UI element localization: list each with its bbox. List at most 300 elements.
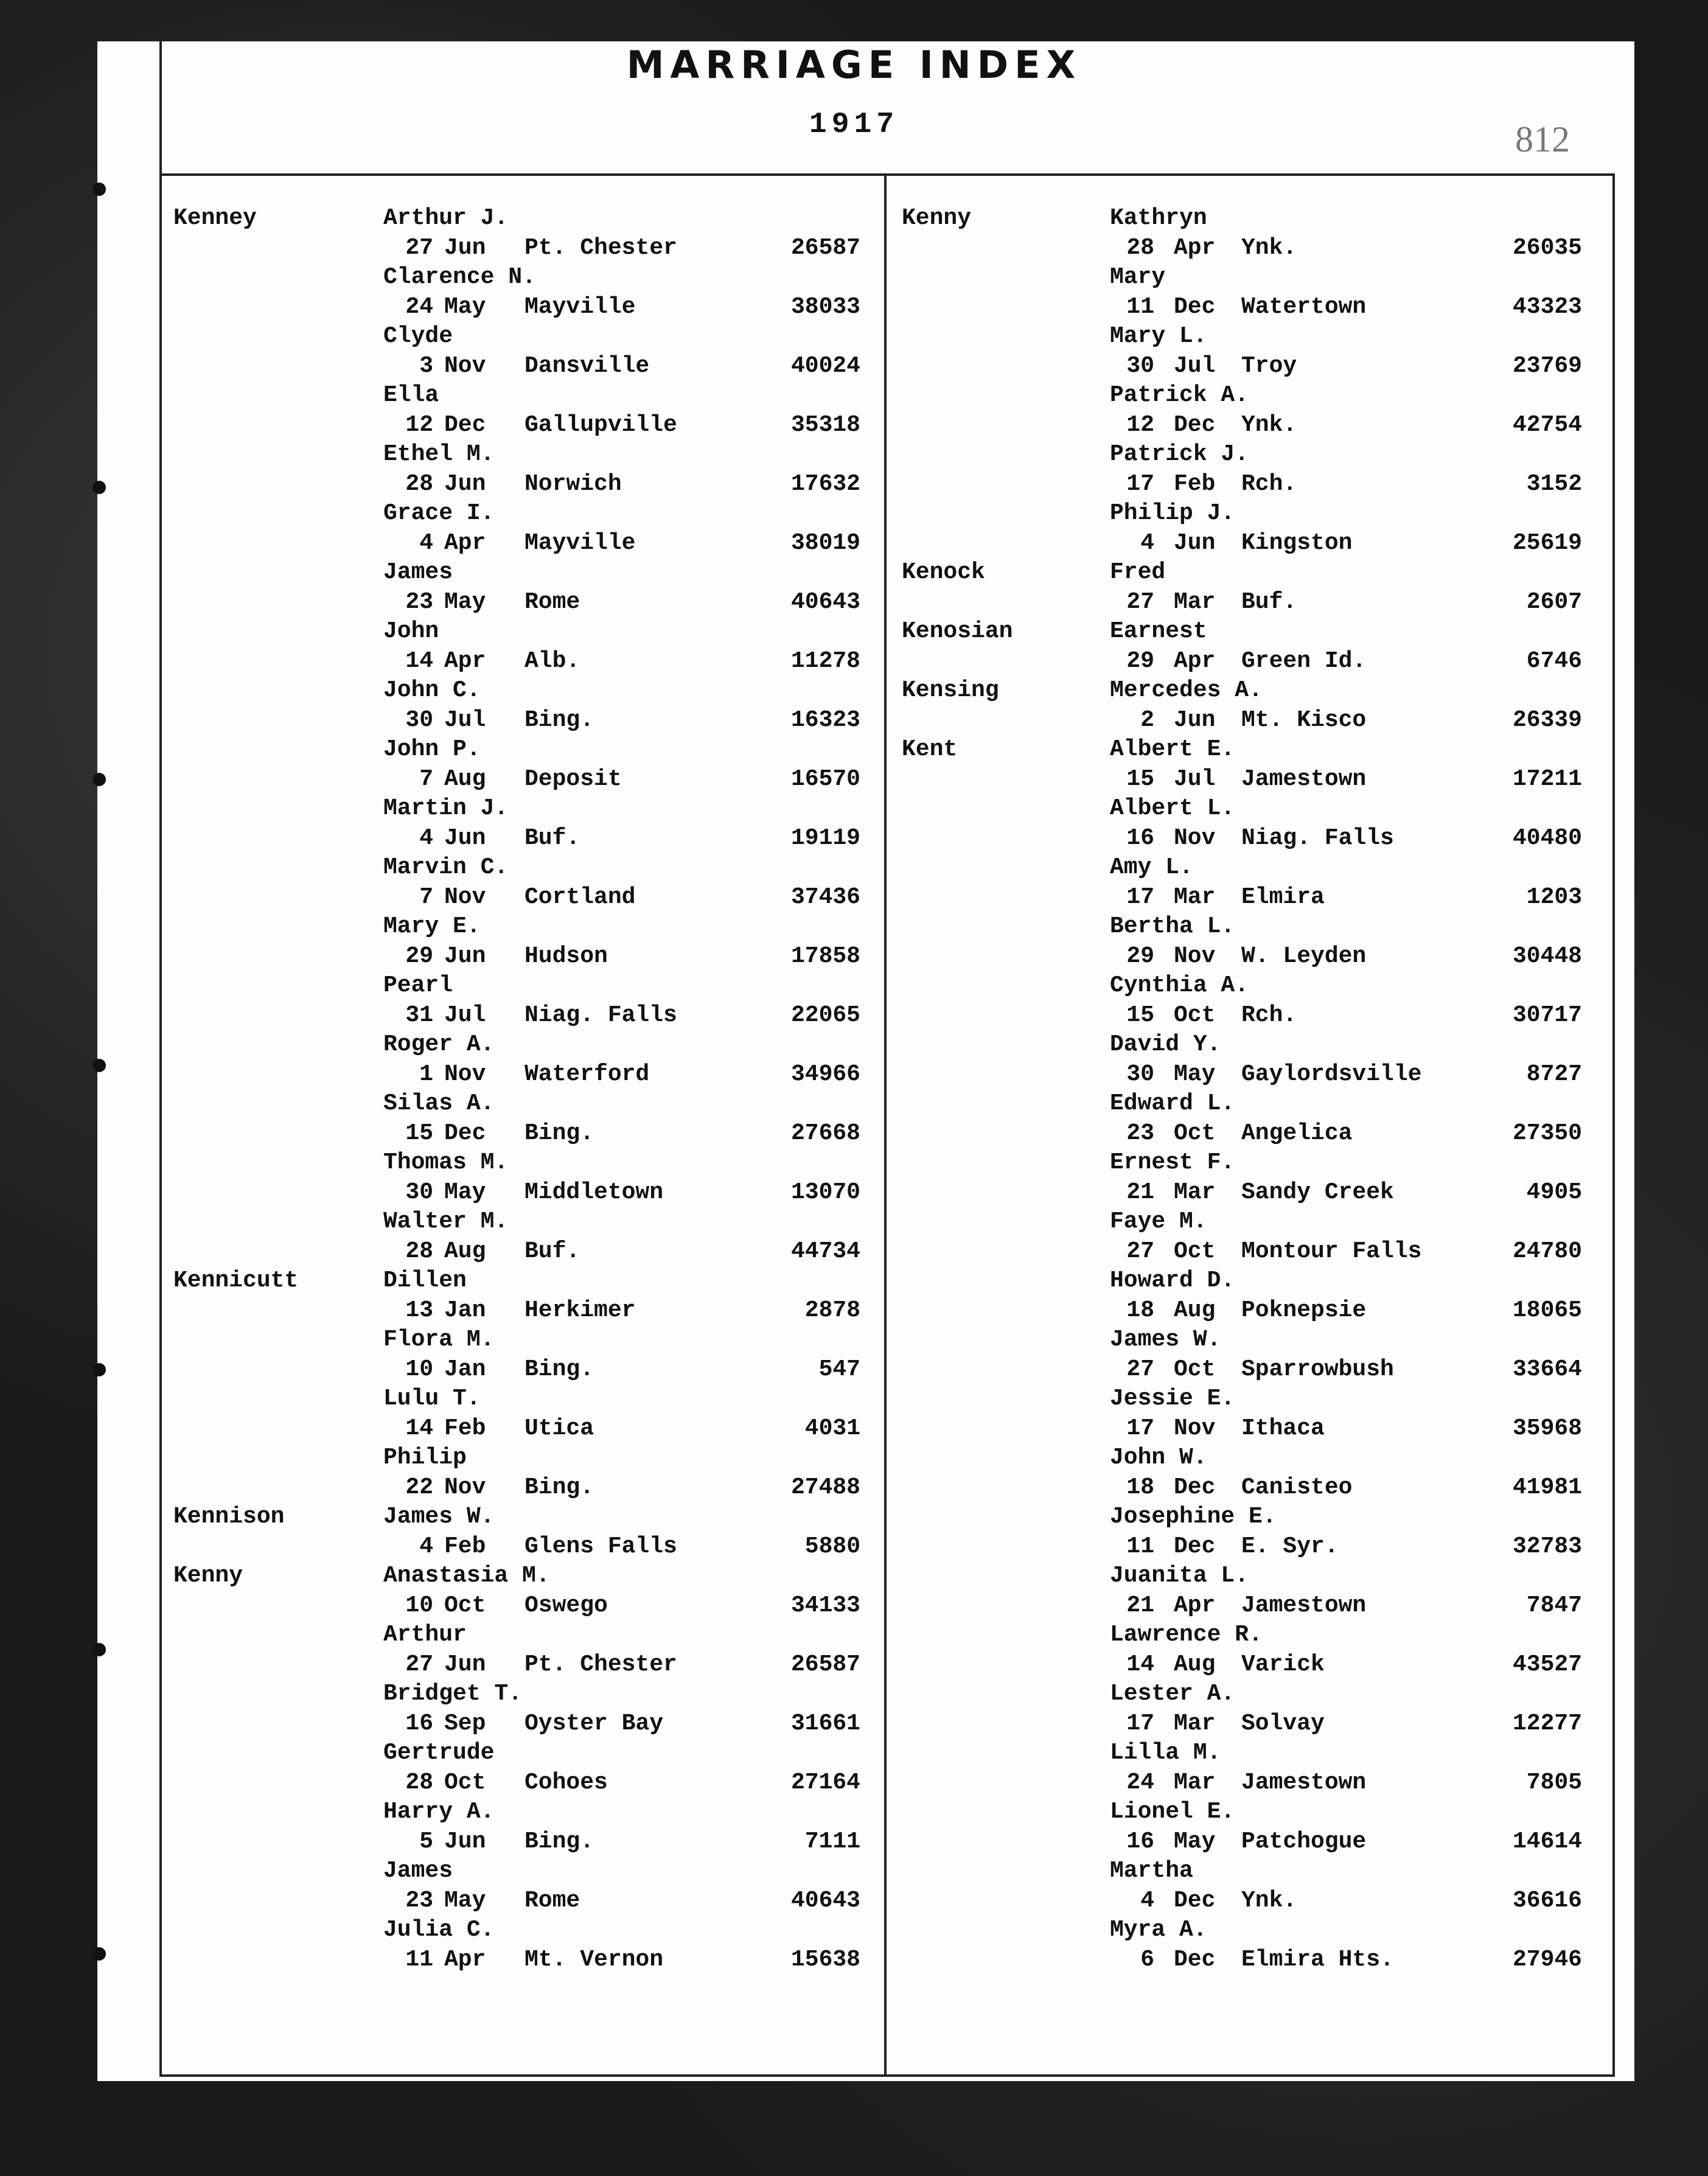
marriage-day: 7 bbox=[419, 765, 433, 792]
marriage-day: 14 bbox=[1126, 1651, 1154, 1678]
marriage-day: 4 bbox=[419, 529, 433, 556]
given-name: Roger A. bbox=[383, 1031, 495, 1058]
marriage-place: Ynk. bbox=[1241, 411, 1297, 438]
certificate-number: 42754 bbox=[1512, 411, 1582, 438]
given-name: Flora M. bbox=[383, 1327, 495, 1353]
marriage-month: Jun bbox=[444, 1828, 486, 1855]
marriage-month: Oct bbox=[444, 1769, 486, 1796]
marriage-place: Jamestown bbox=[1241, 765, 1367, 792]
given-name: Grace I. bbox=[383, 500, 495, 526]
surname: Kenney bbox=[173, 205, 257, 231]
certificate-number: 32783 bbox=[1512, 1533, 1582, 1560]
marriage-month: Dec bbox=[1174, 411, 1216, 438]
given-name: Cynthia A. bbox=[1110, 972, 1249, 999]
marriage-month: Oct bbox=[1174, 1120, 1216, 1146]
given-name: Lawrence R. bbox=[1110, 1622, 1263, 1648]
marriage-place: Gaylordsville bbox=[1241, 1061, 1422, 1087]
certificate-number: 8727 bbox=[1526, 1061, 1582, 1087]
marriage-month: Jan bbox=[444, 1297, 486, 1323]
certificate-number: 24780 bbox=[1512, 1238, 1582, 1264]
given-name: Gertrude bbox=[383, 1740, 495, 1766]
marriage-place: Buf. bbox=[525, 825, 580, 851]
certificate-number: 33664 bbox=[1512, 1356, 1582, 1383]
certificate-number: 16570 bbox=[790, 765, 860, 792]
given-name: Silas A. bbox=[383, 1090, 495, 1117]
binder-hole bbox=[92, 1947, 106, 1961]
given-name: Marvin C. bbox=[383, 854, 509, 881]
given-name: Edward L. bbox=[1110, 1090, 1235, 1117]
marriage-place: W. Leyden bbox=[1241, 943, 1367, 969]
marriage-day: 3 bbox=[419, 352, 433, 379]
marriage-month: Jun bbox=[1174, 529, 1216, 556]
certificate-number: 7111 bbox=[804, 1828, 860, 1855]
certificate-number: 34966 bbox=[790, 1061, 860, 1087]
marriage-place: Pt. Chester bbox=[525, 234, 677, 261]
binder-hole bbox=[92, 1363, 106, 1376]
given-name: Ethel M. bbox=[383, 441, 495, 467]
surname: Kent bbox=[902, 736, 958, 762]
given-name: Julia C. bbox=[383, 1917, 495, 1943]
marriage-place: Rch. bbox=[1241, 1002, 1297, 1028]
marriage-day: 28 bbox=[405, 470, 433, 497]
marriage-place: Varick bbox=[1241, 1651, 1325, 1678]
given-name: Fred bbox=[1110, 559, 1166, 585]
marriage-place: Elmira Hts. bbox=[1241, 1946, 1394, 1973]
certificate-number: 547 bbox=[818, 1356, 860, 1383]
marriage-month: Aug bbox=[1174, 1651, 1216, 1678]
given-name: James W. bbox=[1110, 1327, 1221, 1353]
marriage-month: Jun bbox=[444, 470, 486, 497]
certificate-number: 14614 bbox=[1512, 1828, 1582, 1855]
marriage-day: 21 bbox=[1126, 1592, 1154, 1619]
marriage-month: Oct bbox=[1174, 1356, 1216, 1383]
binder-hole bbox=[92, 773, 106, 786]
marriage-month: Jan bbox=[444, 1356, 486, 1383]
certificate-number: 4031 bbox=[804, 1415, 860, 1442]
marriage-place: Glens Falls bbox=[525, 1533, 677, 1560]
marriage-place: Mayville bbox=[525, 529, 636, 556]
surname: Kensing bbox=[902, 677, 999, 703]
given-name: Martha bbox=[1110, 1858, 1193, 1884]
left-border bbox=[159, 41, 162, 2077]
marriage-day: 4 bbox=[419, 825, 433, 851]
marriage-place: Middletown bbox=[525, 1179, 664, 1205]
marriage-place: Bing. bbox=[525, 1356, 594, 1383]
marriage-month: Sep bbox=[444, 1710, 486, 1737]
marriage-day: 13 bbox=[405, 1297, 433, 1323]
certificate-number: 27350 bbox=[1512, 1120, 1582, 1146]
marriage-month: Dec bbox=[1174, 1887, 1216, 1914]
given-name: Patrick A. bbox=[1110, 382, 1249, 408]
marriage-place: Mt. Kisco bbox=[1241, 706, 1367, 733]
certificate-number: 35968 bbox=[1512, 1415, 1582, 1442]
marriage-month: Mar bbox=[1174, 1179, 1216, 1205]
marriage-day: 12 bbox=[1126, 411, 1154, 438]
marriage-month: Apr bbox=[1174, 234, 1216, 261]
marriage-place: Gallupville bbox=[525, 411, 677, 438]
certificate-number: 43527 bbox=[1512, 1651, 1582, 1678]
marriage-month: Aug bbox=[1174, 1297, 1216, 1323]
certificate-number: 30448 bbox=[1512, 943, 1582, 969]
given-name: Bridget T. bbox=[383, 1681, 523, 1707]
given-name: Ella bbox=[383, 382, 439, 408]
marriage-day: 29 bbox=[405, 943, 433, 969]
marriage-day: 24 bbox=[405, 293, 433, 320]
marriage-day: 27 bbox=[405, 234, 433, 261]
certificate-number: 6746 bbox=[1526, 647, 1582, 674]
surname: Kenosian bbox=[902, 618, 1013, 644]
given-name: Pearl bbox=[383, 972, 453, 999]
certificate-number: 40643 bbox=[790, 588, 860, 615]
binder-hole bbox=[92, 1643, 106, 1656]
certificate-number: 38033 bbox=[790, 293, 860, 320]
marriage-day: 30 bbox=[405, 1179, 433, 1205]
marriage-month: May bbox=[1174, 1828, 1216, 1855]
marriage-day: 23 bbox=[405, 588, 433, 615]
given-name: Faye M. bbox=[1110, 1208, 1207, 1235]
certificate-number: 17858 bbox=[790, 943, 860, 969]
given-name: Mary bbox=[1110, 264, 1166, 290]
certificate-number: 41981 bbox=[1512, 1474, 1582, 1501]
marriage-place: Jamestown bbox=[1241, 1592, 1367, 1619]
given-name: Ernest F. bbox=[1110, 1149, 1235, 1176]
marriage-day: 24 bbox=[1126, 1769, 1154, 1796]
given-name: Patrick J. bbox=[1110, 441, 1249, 467]
certificate-number: 30717 bbox=[1512, 1002, 1582, 1028]
given-name: Lionel E. bbox=[1110, 1799, 1235, 1825]
marriage-place: Jamestown bbox=[1241, 1769, 1367, 1796]
marriage-month: Mar bbox=[1174, 1710, 1216, 1737]
certificate-number: 12277 bbox=[1512, 1710, 1582, 1737]
marriage-day: 5 bbox=[419, 1828, 433, 1855]
certificate-number: 44734 bbox=[790, 1238, 860, 1264]
marriage-place: Bing. bbox=[525, 1474, 594, 1501]
certificate-number: 13070 bbox=[790, 1179, 860, 1205]
marriage-month: Apr bbox=[444, 647, 486, 674]
marriage-month: Jul bbox=[1174, 352, 1216, 379]
certificate-number: 38019 bbox=[790, 529, 860, 556]
marriage-day: 28 bbox=[1126, 234, 1154, 261]
marriage-month: May bbox=[444, 1887, 486, 1914]
given-name: Harry A. bbox=[383, 1799, 495, 1825]
marriage-month: Nov bbox=[444, 1061, 486, 1087]
certificate-number: 7805 bbox=[1526, 1769, 1582, 1796]
certificate-number: 19119 bbox=[790, 825, 860, 851]
certificate-number: 40643 bbox=[790, 1887, 860, 1914]
binder-hole bbox=[92, 1059, 106, 1072]
certificate-number: 17632 bbox=[790, 470, 860, 497]
marriage-place: Rome bbox=[525, 588, 580, 615]
marriage-month: Apr bbox=[1174, 1592, 1216, 1619]
given-name: Bertha L. bbox=[1110, 913, 1235, 940]
marriage-place: Kingston bbox=[1241, 529, 1353, 556]
marriage-day: 31 bbox=[405, 1002, 433, 1028]
certificate-number: 26035 bbox=[1512, 234, 1582, 261]
given-name: Amy L. bbox=[1110, 854, 1193, 881]
certificate-number: 7847 bbox=[1526, 1592, 1582, 1619]
marriage-place: Rch. bbox=[1241, 470, 1297, 497]
certificate-number: 15638 bbox=[790, 1946, 860, 1973]
marriage-place: Solvay bbox=[1241, 1710, 1325, 1737]
marriage-place: Oswego bbox=[525, 1592, 608, 1619]
marriage-day: 18 bbox=[1126, 1297, 1154, 1323]
marriage-place: Canisteo bbox=[1241, 1474, 1353, 1501]
marriage-place: Oyster Bay bbox=[525, 1710, 664, 1737]
marriage-place: Troy bbox=[1241, 352, 1297, 379]
right-border bbox=[1612, 173, 1615, 2077]
marriage-day: 23 bbox=[405, 1887, 433, 1914]
page-title: MARRIAGE INDEX bbox=[626, 43, 1082, 87]
index-year: 1917 bbox=[809, 108, 899, 141]
marriage-place: Waterford bbox=[525, 1061, 650, 1087]
marriage-place: Dansville bbox=[525, 352, 650, 379]
marriage-day: 4 bbox=[419, 1533, 433, 1560]
marriage-place: Sparrowbush bbox=[1241, 1356, 1394, 1383]
given-name: Josephine E. bbox=[1110, 1504, 1277, 1530]
marriage-month: Apr bbox=[1174, 647, 1216, 674]
marriage-place: Poknepsie bbox=[1241, 1297, 1367, 1323]
marriage-month: Jul bbox=[444, 1002, 486, 1028]
marriage-month: May bbox=[444, 588, 486, 615]
marriage-month: May bbox=[1174, 1061, 1216, 1087]
marriage-place: Green Id. bbox=[1241, 647, 1367, 674]
given-name: Lulu T. bbox=[383, 1386, 481, 1412]
certificate-number: 27946 bbox=[1512, 1946, 1582, 1973]
marriage-place: Angelica bbox=[1241, 1120, 1353, 1146]
marriage-month: Jun bbox=[444, 1651, 486, 1678]
given-name: Walter M. bbox=[383, 1208, 509, 1235]
marriage-day: 11 bbox=[1126, 293, 1154, 320]
marriage-month: Oct bbox=[1174, 1002, 1216, 1028]
given-name: Jessie E. bbox=[1110, 1386, 1235, 1412]
certificate-number: 1203 bbox=[1526, 884, 1582, 910]
given-name: Thomas M. bbox=[383, 1149, 509, 1176]
surname: Kennison bbox=[173, 1504, 285, 1530]
marriage-place: Cohoes bbox=[525, 1769, 608, 1796]
marriage-month: Oct bbox=[1174, 1238, 1216, 1264]
certificate-number: 26339 bbox=[1512, 706, 1582, 733]
marriage-month: Jul bbox=[444, 706, 486, 733]
marriage-day: 21 bbox=[1126, 1179, 1154, 1205]
binder-hole bbox=[92, 481, 106, 494]
certificate-number: 11278 bbox=[790, 647, 860, 674]
marriage-day: 11 bbox=[405, 1946, 433, 1973]
marriage-day: 14 bbox=[405, 647, 433, 674]
certificate-number: 26587 bbox=[790, 234, 860, 261]
certificate-number: 40024 bbox=[790, 352, 860, 379]
certificate-number: 34133 bbox=[790, 1592, 860, 1619]
marriage-day: 14 bbox=[405, 1415, 433, 1442]
given-name: Mercedes A. bbox=[1110, 677, 1263, 703]
marriage-month: Dec bbox=[444, 1120, 486, 1146]
certificate-number: 5880 bbox=[804, 1533, 860, 1560]
marriage-place: Cortland bbox=[525, 884, 636, 910]
marriage-place: Ynk. bbox=[1241, 234, 1297, 261]
marriage-place: Niag. Falls bbox=[525, 1002, 677, 1028]
given-name: John bbox=[383, 618, 439, 644]
given-name: Philip bbox=[383, 1445, 467, 1471]
marriage-place: Mt. Vernon bbox=[525, 1946, 664, 1973]
marriage-place: Bing. bbox=[525, 1120, 594, 1146]
surname: Kenny bbox=[173, 1563, 243, 1589]
marriage-month: Nov bbox=[444, 884, 486, 910]
marriage-day: 17 bbox=[1126, 1710, 1154, 1737]
given-name: Mary E. bbox=[383, 913, 481, 940]
marriage-place: Bing. bbox=[525, 706, 594, 733]
marriage-day: 15 bbox=[1126, 1002, 1154, 1028]
marriage-month: Feb bbox=[444, 1533, 486, 1560]
given-name: Myra A. bbox=[1110, 1917, 1207, 1943]
marriage-place: Norwich bbox=[525, 470, 622, 497]
marriage-day: 12 bbox=[405, 411, 433, 438]
marriage-place: Rome bbox=[525, 1887, 580, 1914]
marriage-day: 11 bbox=[1126, 1533, 1154, 1560]
marriage-month: Aug bbox=[444, 1238, 486, 1264]
marriage-day: 15 bbox=[1126, 765, 1154, 792]
marriage-place: Elmira bbox=[1241, 884, 1325, 910]
marriage-day: 4 bbox=[1140, 1887, 1154, 1914]
given-name: Howard D. bbox=[1110, 1268, 1235, 1294]
certificate-number: 26587 bbox=[790, 1651, 860, 1678]
marriage-day: 17 bbox=[1126, 1415, 1154, 1442]
marriage-month: May bbox=[444, 1179, 486, 1205]
given-name: Dillen bbox=[383, 1268, 467, 1294]
given-name: Anastasia M. bbox=[383, 1563, 550, 1589]
marriage-month: Nov bbox=[444, 352, 486, 379]
marriage-month: Dec bbox=[1174, 1474, 1216, 1501]
marriage-day: 27 bbox=[405, 1651, 433, 1678]
marriage-month: Mar bbox=[1174, 884, 1216, 910]
marriage-month: Mar bbox=[1174, 588, 1216, 615]
marriage-day: 1 bbox=[419, 1061, 433, 1087]
marriage-day: 10 bbox=[405, 1592, 433, 1619]
marriage-place: Alb. bbox=[525, 647, 580, 674]
certificate-number: 2878 bbox=[804, 1297, 860, 1323]
marriage-month: Apr bbox=[444, 1946, 486, 1973]
marriage-day: 17 bbox=[1126, 884, 1154, 910]
marriage-place: Bing. bbox=[525, 1828, 594, 1855]
certificate-number: 27164 bbox=[790, 1769, 860, 1796]
given-name: John C. bbox=[383, 677, 481, 703]
marriage-day: 16 bbox=[405, 1710, 433, 1737]
certificate-number: 2607 bbox=[1526, 588, 1582, 615]
certificate-number: 3152 bbox=[1526, 470, 1582, 497]
header-rule bbox=[159, 173, 1615, 176]
given-name: Philip J. bbox=[1110, 500, 1235, 526]
marriage-month: Feb bbox=[444, 1415, 486, 1442]
marriage-month: Oct bbox=[444, 1592, 486, 1619]
certificate-number: 16323 bbox=[790, 706, 860, 733]
given-name: Earnest bbox=[1110, 618, 1207, 644]
marriage-month: Jun bbox=[1174, 706, 1216, 733]
marriage-day: 29 bbox=[1126, 943, 1154, 969]
marriage-day: 29 bbox=[1126, 647, 1154, 674]
marriage-month: Aug bbox=[444, 765, 486, 792]
given-name: James bbox=[383, 559, 453, 585]
marriage-place: Pt. Chester bbox=[525, 1651, 677, 1678]
marriage-day: 4 bbox=[1140, 529, 1154, 556]
marriage-place: Herkimer bbox=[525, 1297, 636, 1323]
given-name: James bbox=[383, 1858, 453, 1884]
marriage-day: 28 bbox=[405, 1769, 433, 1796]
certificate-number: 25619 bbox=[1512, 529, 1582, 556]
marriage-month: Nov bbox=[1174, 943, 1216, 969]
marriage-day: 30 bbox=[405, 706, 433, 733]
surname: Kennicutt bbox=[173, 1268, 299, 1294]
certificate-number: 18065 bbox=[1512, 1297, 1582, 1323]
certificate-number: 27488 bbox=[790, 1474, 860, 1501]
marriage-day: 30 bbox=[1126, 1061, 1154, 1087]
marriage-day: 7 bbox=[419, 884, 433, 910]
given-name: Clyde bbox=[383, 323, 453, 349]
certificate-number: 17211 bbox=[1512, 765, 1582, 792]
marriage-month: Nov bbox=[1174, 1415, 1216, 1442]
marriage-month: Dec bbox=[1174, 1533, 1216, 1560]
certificate-number: 40480 bbox=[1512, 825, 1582, 851]
given-name: Arthur J. bbox=[383, 205, 509, 231]
marriage-month: Mar bbox=[1174, 1769, 1216, 1796]
marriage-day: 16 bbox=[1126, 825, 1154, 851]
marriage-place: Ithaca bbox=[1241, 1415, 1325, 1442]
marriage-month: Feb bbox=[1174, 470, 1216, 497]
marriage-place: Utica bbox=[525, 1415, 594, 1442]
certificate-number: 27668 bbox=[790, 1120, 860, 1146]
marriage-month: Dec bbox=[444, 411, 486, 438]
certificate-number: 31661 bbox=[790, 1710, 860, 1737]
given-name: David Y. bbox=[1110, 1031, 1221, 1058]
surname: Kenock bbox=[902, 559, 985, 585]
marriage-place: Sandy Creek bbox=[1241, 1179, 1394, 1205]
marriage-month: Jun bbox=[444, 943, 486, 969]
marriage-day: 17 bbox=[1126, 470, 1154, 497]
marriage-day: 16 bbox=[1126, 1828, 1154, 1855]
bottom-rule bbox=[159, 2074, 1615, 2077]
marriage-day: 27 bbox=[1126, 588, 1154, 615]
column-divider bbox=[884, 173, 887, 2077]
marriage-month: Jun bbox=[444, 234, 486, 261]
given-name: Clarence N. bbox=[383, 264, 536, 290]
page-number: 812 bbox=[1515, 119, 1570, 159]
marriage-day: 23 bbox=[1126, 1120, 1154, 1146]
marriage-month: Nov bbox=[1174, 825, 1216, 851]
marriage-day: 22 bbox=[405, 1474, 433, 1501]
certificate-number: 23769 bbox=[1512, 352, 1582, 379]
marriage-place: Deposit bbox=[525, 765, 622, 792]
certificate-number: 35318 bbox=[790, 411, 860, 438]
given-name: Martin J. bbox=[383, 795, 509, 821]
marriage-place: Niag. Falls bbox=[1241, 825, 1394, 851]
given-name: Albert E. bbox=[1110, 736, 1235, 762]
given-name: Albert L. bbox=[1110, 795, 1235, 821]
marriage-place: Montour Falls bbox=[1241, 1238, 1422, 1264]
binder-hole bbox=[92, 183, 106, 196]
marriage-day: 2 bbox=[1140, 706, 1154, 733]
marriage-month: Jun bbox=[444, 825, 486, 851]
given-name: John P. bbox=[383, 736, 481, 762]
given-name: Juanita L. bbox=[1110, 1563, 1249, 1589]
given-name: John W. bbox=[1110, 1445, 1207, 1471]
marriage-place: Buf. bbox=[1241, 588, 1297, 615]
given-name: Lilla M. bbox=[1110, 1740, 1221, 1766]
given-name: James W. bbox=[383, 1504, 495, 1530]
marriage-month: Jul bbox=[1174, 765, 1216, 792]
marriage-place: E. Syr. bbox=[1241, 1533, 1339, 1560]
marriage-day: 27 bbox=[1126, 1356, 1154, 1383]
certificate-number: 22065 bbox=[790, 1002, 860, 1028]
certificate-number: 43323 bbox=[1512, 293, 1582, 320]
certificate-number: 4905 bbox=[1526, 1179, 1582, 1205]
certificate-number: 37436 bbox=[790, 884, 860, 910]
